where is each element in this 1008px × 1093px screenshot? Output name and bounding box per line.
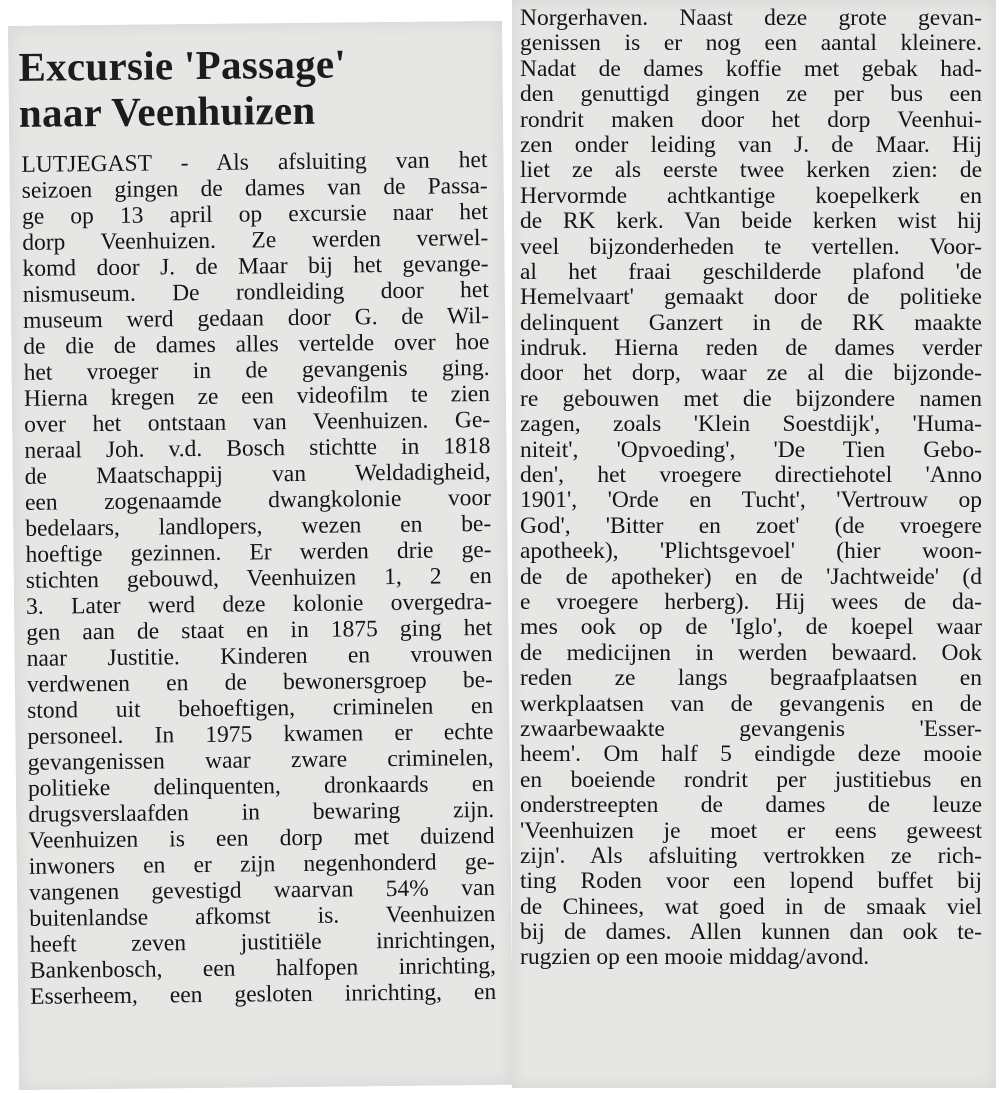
headline — [18, 39, 489, 136]
text-line: zagen, zoals 'Klein Soestdijk', 'Huma- — [520, 411, 982, 438]
text-line: den', het vroegere directiehotel 'Anno — [520, 462, 982, 489]
text-line: personeel. In 1975 kwamen er echte — [27, 718, 494, 750]
text-line: gen aan de staat en in 1875 ging het — [26, 614, 493, 646]
text-line: het vroeger in de gevangenis ging. — [23, 354, 490, 386]
text-line: God', 'Bitter en zoet' (de vroegere — [520, 512, 982, 539]
text-line: onderstreepten de dames de leuze — [520, 792, 982, 819]
text-line: politieke delinquenten, dronkaards en — [27, 770, 495, 802]
text-line: Bankenbosch, een halfopen inrichting, — [29, 952, 497, 984]
text-line: Hierna kregen ze een videofilm te zien — [23, 380, 491, 412]
text-line: rondrit maken door het dorp Veenhui- — [520, 106, 982, 133]
text-line: liet ze als eerste twee kerken zien: de — [520, 157, 982, 184]
text-line: Esserheem, een gesloten inrichting, en — [30, 978, 497, 1010]
text-line: naar Justitie. Kinderen en vrouwen — [26, 640, 493, 672]
text-line: hoeftige gezinnen. Er werden drie ge- — [25, 536, 492, 568]
text-line: apotheek), 'Plichtsgevoel' (hier woon- — [520, 538, 982, 565]
text-line: ge op 13 april op excursie naar het — [21, 198, 489, 230]
text-line: rugzien op een mooie middag/avond. — [520, 944, 870, 971]
text-line: e vroegere herberg). Hij wees de da- — [520, 588, 982, 615]
text-line: zijn'. Als afsluiting vertrokken ze rich- — [520, 842, 982, 869]
text-line: heem'. Om half 5 eindigde deze mooie — [520, 741, 982, 768]
text-line: over het ontstaan van Veenhuizen. Ge- — [24, 406, 491, 438]
text-line: de Maatschappij van Weldadigheid, — [24, 458, 491, 490]
text-line: 'Veenhuizen je moet er eens geweest — [520, 817, 982, 844]
clipping-right-column — [512, 0, 996, 1088]
text-line: niteit', 'Opvoeding', 'De Tien Gebo- — [520, 436, 982, 463]
text-line: buitenlandse afkomst is. Veenhuizen — [29, 900, 496, 932]
text-line: heeft zeven justitiële inrichtingen, — [29, 926, 496, 958]
text-line: zen onder leiding van J. de Maar. Hij — [520, 131, 982, 158]
text-line: bij de dames. Allen kunnen dan ook te- — [520, 919, 982, 946]
text-line: dorp Veenhuizen. Ze werden verwel- — [22, 224, 489, 256]
text-line: de Chinees, wat goed in de smaak viel — [520, 893, 982, 920]
text-line: LUTJEGAST - Als afsluiting van het — [21, 146, 488, 178]
text-line: al het fraai geschilderde plafond 'de — [520, 258, 982, 285]
headline-line-2: naar Veenhuizen — [18, 86, 316, 136]
text-line: Veenhuizen is een dorp met duizend — [28, 822, 495, 854]
text-line: indruk. Hierna reden de dames verder — [520, 335, 982, 362]
text-line: de medicijnen in werden bewaard. Ook — [520, 639, 982, 666]
clipping-left-column — [8, 21, 513, 1090]
text-line: gevangenissen waar zware criminelen, — [27, 744, 494, 776]
text-line: seizoen gingen de dames van de Passa- — [21, 172, 488, 204]
article-body-right — [520, 6, 982, 971]
text-line: neraal Joh. v.d. Bosch stichtte in 1818 — [24, 432, 491, 464]
text-line: mes ook op de 'Iglo', de koepel waar — [520, 614, 982, 641]
text-line: nismuseum. De rondleiding door het — [22, 276, 489, 308]
text-line: verdwenen en de bewonersgroep be- — [26, 666, 494, 698]
text-line: delinquent Ganzert in de RK maakte — [520, 309, 982, 336]
text-line: zwaarbewaakte gevangenis 'Esser- — [520, 715, 982, 742]
text-line: inwoners en er zijn negenhonderd ge- — [28, 848, 495, 880]
text-line: de de apotheker) en de 'Jachtweide' (d — [520, 563, 982, 590]
headline-line-1: Excursie 'Passage' — [18, 40, 347, 90]
text-line: veel bijzonderheden te vertellen. Voor- — [520, 233, 982, 260]
text-line: genissen is er nog een aantal kleinere. — [520, 30, 982, 57]
text-line: reden ze langs begraafplaatsen en — [520, 665, 982, 692]
text-line: door het dorp, waar ze al die bijzonde- — [520, 360, 982, 387]
text-line: museum werd gedaan door G. de Wil- — [22, 302, 490, 334]
text-line: Nadat de dames koffie met gebak had- — [520, 55, 982, 82]
text-line: stond uit behoeftigen, criminelen en — [27, 692, 494, 724]
article-body-left — [21, 147, 496, 1010]
text-line: 3. Later werd deze kolonie overgedra- — [25, 588, 493, 620]
text-line: bedelaars, landlopers, wezen en be- — [25, 510, 492, 542]
text-line: re gebouwen met die bijzondere namen — [520, 385, 982, 412]
text-line: een zogenaamde dwangkolonie voor — [24, 484, 492, 516]
text-line: de RK kerk. Van beide kerken wist hij — [520, 208, 982, 235]
text-line: Hervormde achtkantige koepelkerk en — [520, 182, 982, 209]
text-line: stichten gebouwd, Veenhuizen 1, 2 en — [25, 562, 492, 594]
text-line: den genuttigd gingen ze per bus een — [520, 81, 982, 108]
text-line: en boeiende rondrit per justitiebus en — [520, 766, 982, 793]
text-line: Hemelvaart' gemaakt door de politieke — [520, 284, 982, 311]
text-line: drugsverslaafden in bewaring zijn. — [28, 796, 495, 828]
text-line: vangenen gevestigd waarvan 54% van — [28, 874, 496, 906]
text-line: de die de dames alles vertelde over hoe — [23, 328, 490, 360]
text-line: 1901', 'Orde en Tucht', 'Vertrouw op — [520, 487, 982, 514]
text-line: Norgerhaven. Naast deze grote gevan- — [520, 5, 982, 31]
text-line: komd door J. de Maar bij het gevange- — [22, 250, 489, 282]
text-line: werkplaatsen van de gevangenis en de — [520, 690, 982, 717]
text-line: ting Roden voor een lopend buffet bij — [520, 868, 982, 895]
